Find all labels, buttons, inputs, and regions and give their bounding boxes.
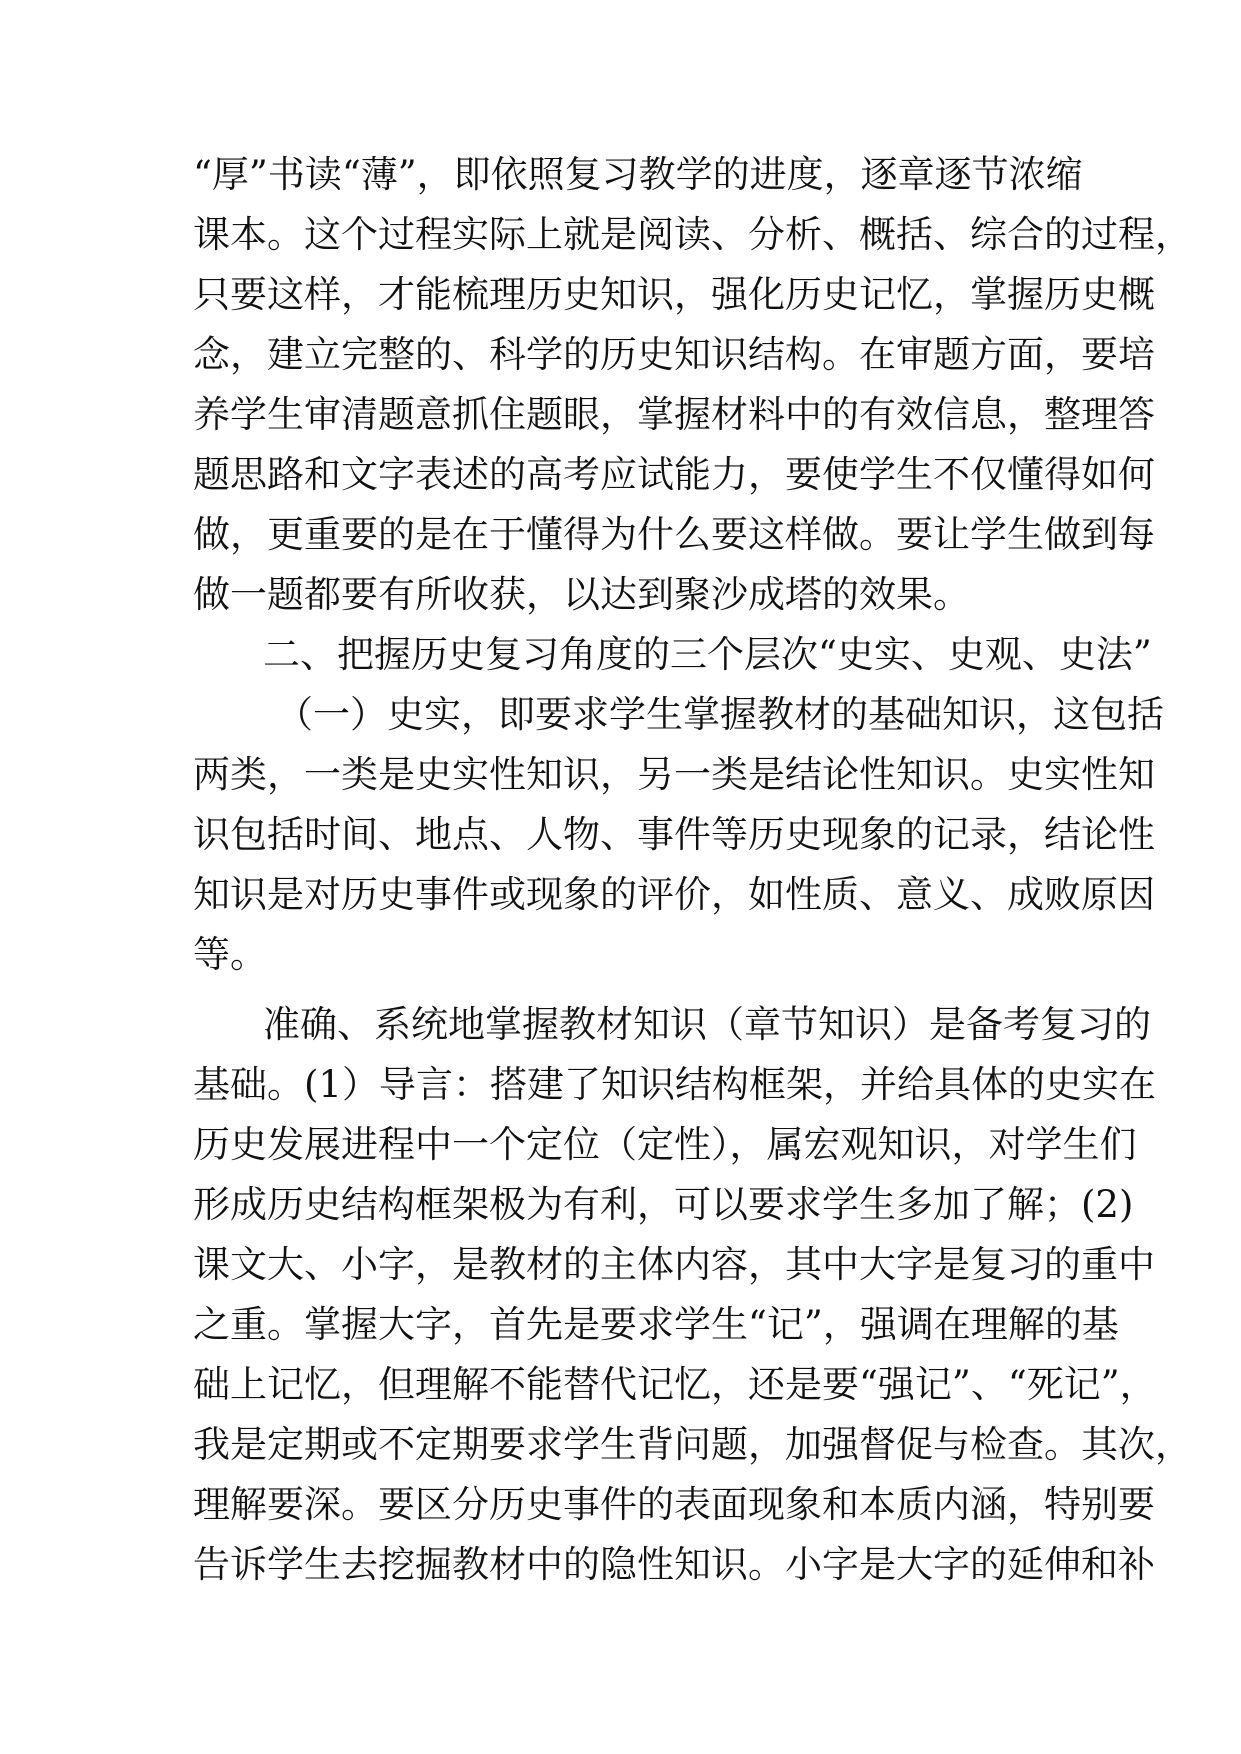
paragraph-line: 我是定期或不定期要求学生背问题，加强督促与检查。其次，	[193, 1423, 1192, 1466]
paragraph-line: 等。	[193, 933, 267, 976]
paragraph-line: 理解要深。要区分历史事件的表面现象和本质内涵，特别要	[193, 1483, 1155, 1526]
paragraph-line: 历史发展进程中一个定位（定性），属宏观知识，对学生们	[193, 1123, 1137, 1166]
paragraph-line: 养学生审清题意抓住题眼，掌握材料中的有效信息，整理答	[193, 393, 1155, 436]
paragraph-line: 题思路和文字表述的高考应试能力，要使学生不仅懂得如何	[193, 453, 1155, 496]
paragraph-line: 础上记忆，但理解不能替代记忆，还是要“强记”、“死记”，	[193, 1363, 1157, 1406]
paragraph-line: 做，更重要的是在于懂得为什么要这样做。要让学生做到每	[193, 513, 1155, 556]
paragraph-line: 课文大、小字，是教材的主体内容，其中大字是复习的重中	[193, 1243, 1155, 1286]
paragraph-line: 准确、系统地掌握教材知识（章节知识）是备考复习的	[263, 1003, 1151, 1046]
paragraph-line: 做一题都要有所收获，以达到聚沙成塔的效果。	[193, 573, 970, 616]
paragraph-line: 知识是对历史事件或现象的评价，如性质、意义、成败原因	[193, 873, 1155, 916]
paragraph-line: 形成历史结构框架极为有利，可以要求学生多加了解；(2)	[193, 1183, 1134, 1226]
paragraph-line: 两类，一类是史实性知识，另一类是结论性知识。史实性知	[193, 753, 1155, 796]
paragraph-line: 之重。掌握大字，首先是要求学生“记”，强调在理解的基	[193, 1303, 1119, 1346]
section-heading: 二、把握历史复习角度的三个层次“史实、史观、史法”	[263, 633, 1152, 676]
paragraph-line: 基础。(1）导言：搭建了知识结构框架，并给具体的史实在	[193, 1063, 1156, 1106]
paragraph-line: 念，建立完整的、科学的历史知识结构。在审题方面，要培	[193, 333, 1155, 376]
paragraph-line: 课本。这个过程实际上就是阅读、分析、概括、综合的过程，	[193, 213, 1192, 256]
paragraph-line: （一）史实，即要求学生掌握教材的基础知识，这包括	[276, 693, 1164, 736]
paragraph-line: “厚”书读“薄”，即依照复习教学的进度，逐章逐节浓缩	[193, 153, 1083, 196]
paragraph-line: 识包括时间、地点、人物、事件等历史现象的记录，结论性	[193, 813, 1155, 856]
paragraph-line: 告诉学生去挖掘教材中的隐性知识。小字是大字的延伸和补	[193, 1543, 1155, 1586]
paragraph-line: 只要这样，才能梳理历史知识，强化历史记忆，掌握历史概	[193, 273, 1155, 316]
